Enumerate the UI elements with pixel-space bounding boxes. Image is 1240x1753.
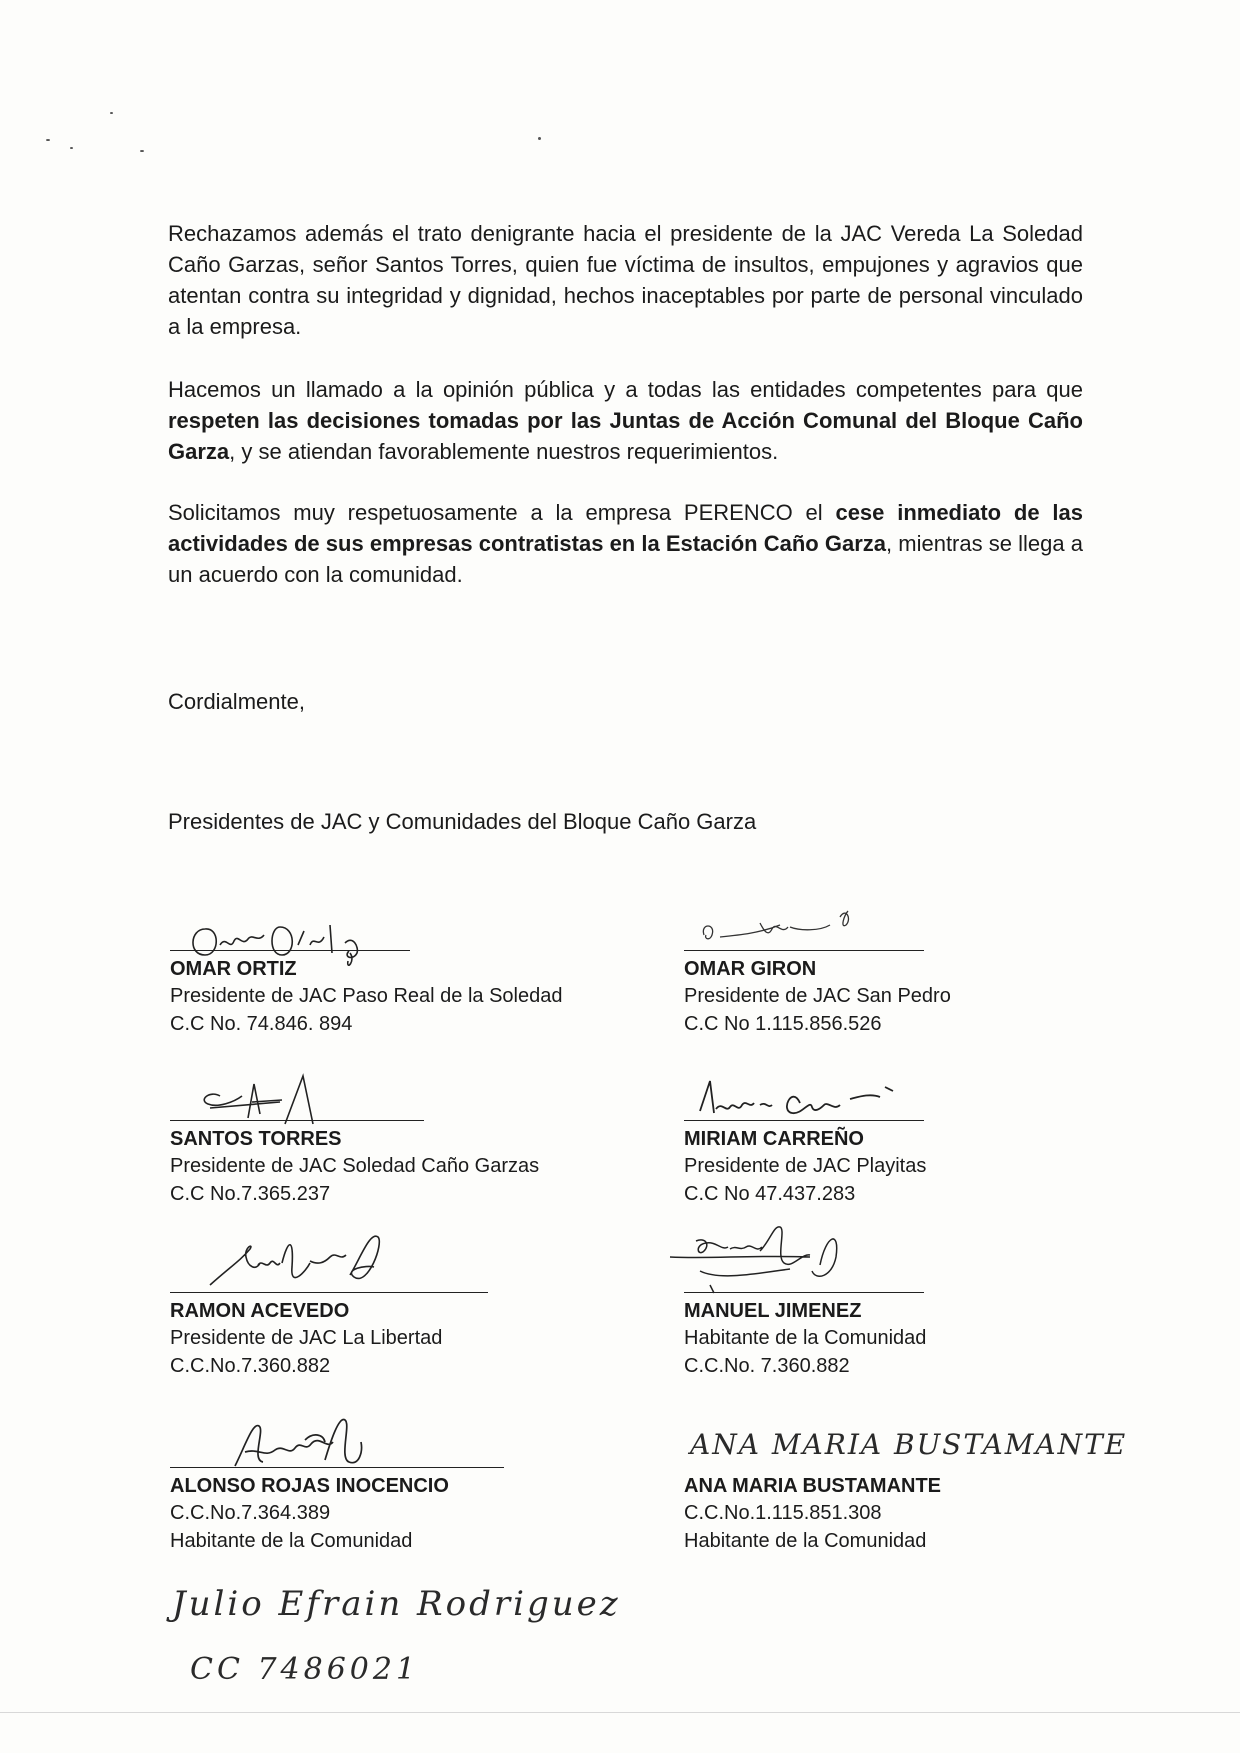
signature-line bbox=[684, 950, 924, 951]
scan-speck bbox=[70, 147, 73, 149]
signatory-name: MIRIAM CARREÑO bbox=[684, 1128, 864, 1150]
signatory-id: C.C No. 74.846. 894 bbox=[170, 1013, 353, 1035]
signatory-role: Habitante de la Comunidad bbox=[684, 1530, 927, 1552]
signature-ramon-acevedo bbox=[200, 1225, 400, 1300]
signatory-name: SANTOS TORRES bbox=[170, 1128, 342, 1150]
signature-line bbox=[684, 1292, 924, 1293]
signatory-role: Presidente de JAC Paso Real de la Soledad bbox=[170, 985, 563, 1007]
signatory-name: ALONSO ROJAS INOCENCIO bbox=[170, 1475, 449, 1497]
p3-text-c: , mientras se llega a un acuerdo con la comunidad. bbox=[168, 531, 1083, 587]
group-name: Presidentes de JAC y Comunidades del Bloque Caño Garza bbox=[168, 809, 757, 834]
signatory-role: Presidente de JAC La Libertad bbox=[170, 1327, 443, 1349]
signature-line bbox=[170, 1467, 504, 1468]
signature-line bbox=[170, 1292, 488, 1293]
signatory-role: Presidente de JAC Soledad Caño Garzas bbox=[170, 1155, 540, 1177]
signatory-id: C.C No.7.365.237 bbox=[170, 1183, 331, 1205]
signatory-id: C.C.No. 7.360.882 bbox=[684, 1355, 850, 1377]
signature-omar-giron bbox=[690, 905, 890, 955]
paragraph-request bbox=[168, 497, 1083, 590]
signatory-role: Presidente de JAC Playitas bbox=[684, 1155, 927, 1177]
signatory-id: C.C No 1.115.856.526 bbox=[684, 1013, 882, 1035]
p2-text-a: Hacemos un llamado a la opinión pública y a todas las entidades competentes para que bbox=[168, 377, 1083, 402]
signatory-name: RAMON ACEVEDO bbox=[170, 1300, 350, 1322]
signature-line bbox=[170, 950, 410, 951]
signatory-role: Habitante de la Comunidad bbox=[170, 1530, 413, 1552]
signatory-role: Presidente de JAC San Pedro bbox=[684, 985, 951, 1007]
signature-line bbox=[684, 1120, 924, 1121]
p3-text-a: Solicitamos muy respetuosamente a la empresa PERENCO el bbox=[168, 500, 836, 525]
signatory-name: OMAR GIRON bbox=[684, 958, 817, 980]
signatory-id: C.C No 47.437.283 bbox=[684, 1183, 856, 1205]
signatory-name: MANUEL JIMENEZ bbox=[684, 1300, 862, 1322]
signatory-id: C.C.No.7.364.389 bbox=[170, 1502, 331, 1524]
handwritten-julio-cc: CC 7486021 bbox=[190, 1652, 420, 1687]
paragraph-call-to-public bbox=[168, 374, 1083, 467]
handwritten-julio-name: Julio Efrain Rodriguez bbox=[172, 1584, 621, 1624]
signatory-role: Habitante de la Comunidad bbox=[684, 1327, 927, 1349]
p3-bold: cese inmediato de las actividades de sus empresas contratistas en la Estación Caño Garza bbox=[168, 500, 1084, 556]
scan-edge bbox=[0, 1712, 1240, 1713]
signature-miriam-carreno bbox=[690, 1075, 950, 1125]
scan-speck bbox=[140, 150, 144, 152]
signatory-id: C.C.No.1.115.851.308 bbox=[684, 1502, 882, 1524]
p2-bold: respeten las decisiones tomadas por las Juntas de Acción Comunal del Bloque Caño Garza bbox=[168, 408, 1083, 464]
signatory-name: ANA MARIA BUSTAMANTE bbox=[684, 1475, 942, 1497]
signature-line bbox=[170, 1120, 424, 1121]
signatory-name: OMAR ORTIZ bbox=[170, 958, 297, 980]
scan-speck bbox=[110, 112, 113, 114]
signatory-id: C.C.No.7.360.882 bbox=[170, 1355, 331, 1377]
signature-manuel-jimenez bbox=[660, 1215, 890, 1300]
closing: Cordialmente, bbox=[168, 689, 305, 714]
handwritten-ana-maria: ANA MARIA BUSTAMANTE bbox=[690, 1428, 1128, 1461]
scan-speck bbox=[46, 139, 50, 141]
paragraph-rejection: Rechazamos además el trato denigrante hacia el presidente de la JAC Vereda La Soledad Caño Garzas, señor Santos Torres, quien fue víctima de insultos, empujones y agravios que atentan contra su integridad y dignidad, hechos inaceptables por parte de personal vinculado a la empresa. bbox=[168, 221, 1083, 339]
p2-text-c: , y se atiendan favorablemente nuestros requerimientos. bbox=[229, 439, 779, 464]
scan-speck bbox=[538, 137, 541, 140]
